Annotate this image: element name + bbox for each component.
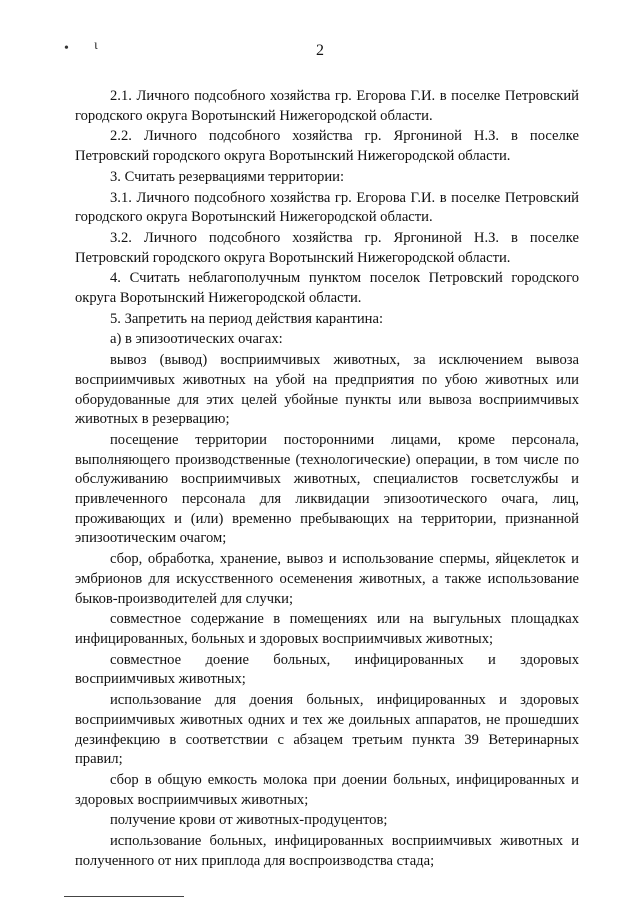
paragraph-5a: а) в эпизоотических очагах: — [110, 331, 283, 348]
list-item: совместное содержание в помещениях или на выгульных площадках инфицированных, больных и здоровых восприимчивых животных; — [75, 611, 579, 647]
list-item: сбор, обработка, хранение, вывоз и использование спермы, яйцеклеток и эмбрионов для искусственного осеменения животных, а также использование быков-производителей для случки; — [75, 551, 579, 607]
paragraph-5: 5. Запретить на период действия карантина: — [110, 310, 384, 327]
paragraph-3: 3. Считать резервациями территории: — [110, 168, 345, 185]
bottom-rule — [64, 896, 184, 897]
list-item: использование больных, инфицированных восприимчивых животных и полученного от них приплода для воспроизводства стада; — [75, 833, 579, 869]
list-item: использование для доения больных, инфицированных и здоровых восприимчивых животных одних и тех же доильных аппаратов, не прошедших дезинфекцию в соответствии с абзацем третьим пункта 39 Ветеринарных правил; — [75, 692, 579, 768]
list-item: получение крови от животных-продуцентов; — [110, 812, 388, 829]
paragraph-4: 4. Считать неблагополучным пунктом поселок Петровский городского округа Воротынский Нижегородской области. — [75, 270, 579, 307]
page-number: 2 — [316, 42, 324, 59]
list-item: вывоз (вывод) восприимчивых животных, за исключением вывоза восприимчивых животных на убой на предприятия по убою животных или оборудованные для этих целей убойные пункты или вывоза восприимчивых животных в резервацию; — [75, 352, 579, 428]
paragraph-3-2: 3.2. Личного подсобного хозяйства гр. Яргониной Н.З. в поселке Петровский городского округа Воротынский Нижегородской области. — [75, 229, 579, 266]
list-item: совместное доение больных, инфицированных и здоровых восприимчивых животных; — [75, 651, 579, 688]
list-item: сбор в общую емкость молока при доении больных, инфицированных и здоровых восприимчивых животных; — [75, 771, 579, 808]
paragraph-2-2: 2.2. Личного подсобного хозяйства гр. Яргониной Н.З. в поселке Петровский городского округа Воротынский Нижегородской области. — [75, 128, 579, 165]
margin-mark: ɩ — [94, 38, 98, 53]
document-body — [75, 87, 579, 871]
paragraph-3-1: 3.1. Личного подсобного хозяйства гр. Егорова Г.И. в поселке Петровский городского округа Воротынский Нижегородской области. — [75, 189, 579, 226]
margin-mark: • — [64, 41, 69, 56]
paragraph-2-1: 2.1. Личного подсобного хозяйства гр. Егорова Г.И. в поселке Петровский городского округа Воротынский Нижегородской области. — [75, 88, 579, 124]
list-item: посещение территории посторонними лицами, кроме персонала, выполняющего производственные (технологические) операции, в том числе по обслуживанию восприимчивых животных, специалистов госветслужбы и привлеченного персонала для ликвидации эпизоотического очага, лиц, проживающих и (или) временно пребывающих на территории, признанной эпизоотическим очагом; — [75, 431, 579, 547]
